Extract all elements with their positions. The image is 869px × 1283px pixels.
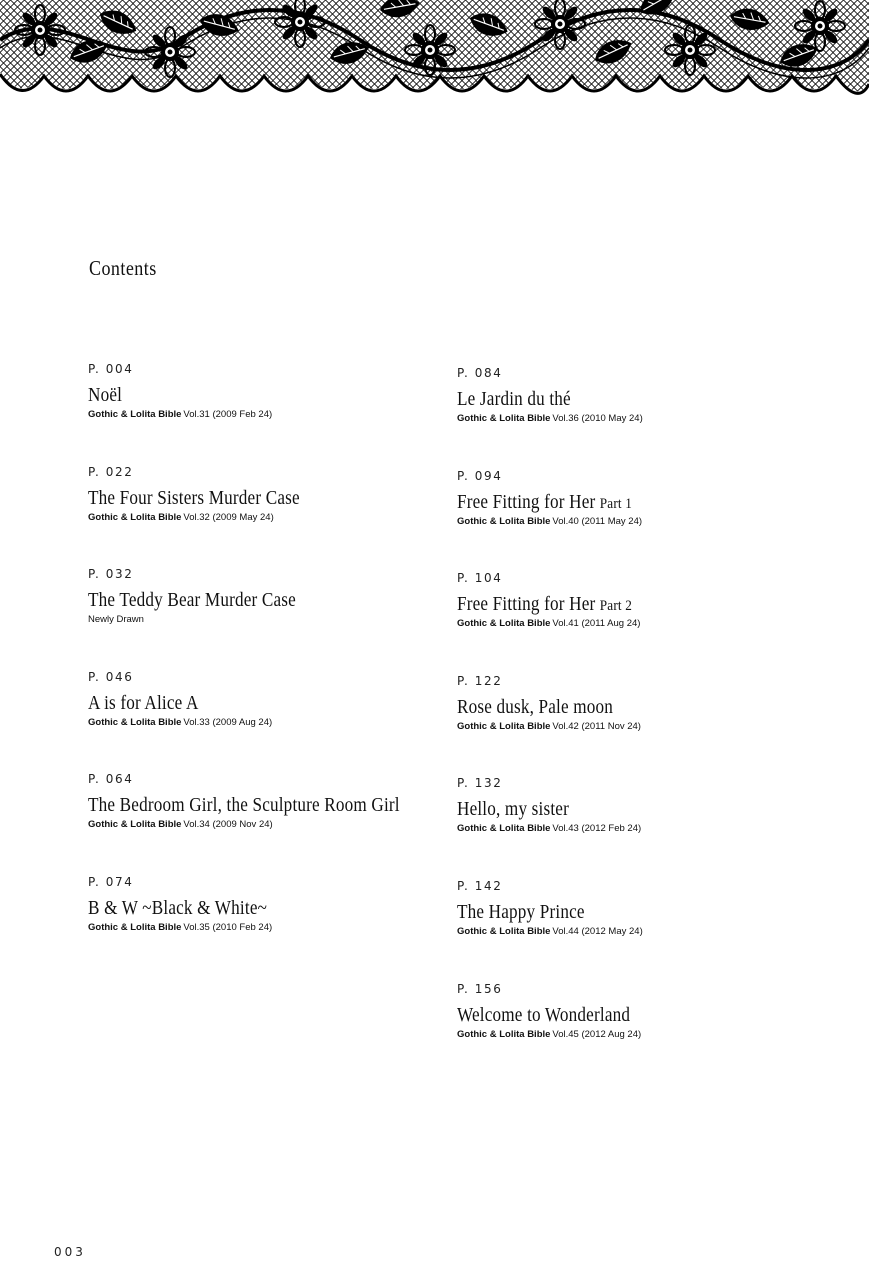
entry-title-text: Hello, my sister xyxy=(457,799,569,820)
entry-source xyxy=(88,717,468,729)
entry-issue: Vol.43 (2012 Feb 24) xyxy=(552,823,642,834)
entry-title-text: Noël xyxy=(88,385,123,406)
entry-title xyxy=(457,594,791,617)
contents-entry[interactable] xyxy=(457,366,837,425)
entry-magazine: Gothic & Lolita Bible xyxy=(88,717,182,728)
entry-source xyxy=(457,926,837,938)
contents-entry[interactable] xyxy=(457,982,837,1041)
contents-entry[interactable] xyxy=(88,465,468,524)
entry-title-text: Free Fitting for Her xyxy=(457,492,596,513)
entry-issue: Vol.42 (2011 Nov 24) xyxy=(552,721,641,732)
contents-entry[interactable] xyxy=(457,879,837,938)
entry-title xyxy=(88,898,422,921)
contents-entry[interactable] xyxy=(88,567,468,626)
entry-page-number: P. 046 xyxy=(88,670,134,684)
entry-issue: Vol.36 (2010 May 24) xyxy=(552,413,643,424)
entry-title xyxy=(88,693,422,716)
entry-source xyxy=(88,614,468,626)
entry-title-text: Rose dusk, Pale moon xyxy=(457,697,614,718)
entry-page-number: P. 104 xyxy=(457,571,503,585)
entry-page-number: P. 156 xyxy=(457,982,503,996)
entry-source xyxy=(457,413,837,425)
entry-issue: Vol.31 (2009 Feb 24) xyxy=(183,409,273,420)
entry-magazine: Gothic & Lolita Bible xyxy=(88,512,182,523)
entry-title-text: Welcome to Wonderland xyxy=(457,1005,631,1026)
entry-source xyxy=(88,409,468,421)
contents-entry[interactable] xyxy=(457,571,837,630)
entry-title-text: The Happy Prince xyxy=(457,902,585,923)
entry-page-number: P. 094 xyxy=(457,469,503,483)
entry-page-number: P. 142 xyxy=(457,879,503,893)
entry-magazine: Gothic & Lolita Bible xyxy=(457,516,551,527)
entry-title xyxy=(457,902,791,925)
entry-magazine: Gothic & Lolita Bible xyxy=(88,409,182,420)
entry-issue: Vol.44 (2012 May 24) xyxy=(552,926,643,937)
entry-magazine: Gothic & Lolita Bible xyxy=(457,413,551,424)
entry-title xyxy=(88,385,422,408)
entry-title-text: A is for Alice A xyxy=(88,693,199,714)
entry-magazine: Gothic & Lolita Bible xyxy=(457,926,551,937)
entry-source xyxy=(457,1029,837,1041)
contents-entry[interactable] xyxy=(88,362,468,421)
entry-title-text: Free Fitting for Her xyxy=(457,594,596,615)
entry-source xyxy=(88,819,468,831)
contents-entry[interactable] xyxy=(88,670,468,729)
entry-page-number: P. 074 xyxy=(88,875,134,889)
contents-entry[interactable] xyxy=(457,674,837,733)
entry-page-number: P. 132 xyxy=(457,776,503,790)
entry-issue: Newly Drawn xyxy=(88,614,144,625)
entry-title-text: The Bedroom Girl, the Sculpture Room Girl xyxy=(88,795,400,816)
entry-magazine: Gothic & Lolita Bible xyxy=(457,721,551,732)
contents-heading: Contents xyxy=(89,256,157,280)
contents-entry[interactable] xyxy=(457,776,837,835)
entry-source xyxy=(457,823,837,835)
entry-magazine: Gothic & Lolita Bible xyxy=(88,819,182,830)
entry-magazine: Gothic & Lolita Bible xyxy=(88,922,182,933)
entry-title-text: B & W ~Black & White~ xyxy=(88,898,268,919)
entry-page-number: P. 122 xyxy=(457,674,503,688)
entry-page-number: P. 064 xyxy=(88,772,134,786)
page-number: 003 xyxy=(54,1245,86,1259)
entry-page-number: P. 084 xyxy=(457,366,503,380)
entry-title xyxy=(88,795,422,818)
entry-magazine: Gothic & Lolita Bible xyxy=(457,823,551,834)
contents-entry[interactable] xyxy=(457,469,837,528)
entry-title xyxy=(457,389,791,412)
contents-entry[interactable] xyxy=(88,875,468,934)
entry-part: Part 1 xyxy=(599,496,633,512)
entry-title-text: The Teddy Bear Murder Case xyxy=(88,590,296,611)
entry-source xyxy=(88,512,468,524)
entry-title xyxy=(457,492,791,515)
entry-issue: Vol.32 (2009 May 24) xyxy=(183,512,274,523)
entry-issue: Vol.45 (2012 Aug 24) xyxy=(552,1029,642,1040)
contents-entry[interactable] xyxy=(88,772,468,831)
entry-page-number: P. 022 xyxy=(88,465,134,479)
entry-magazine: Gothic & Lolita Bible xyxy=(457,1029,551,1040)
entry-issue: Vol.33 (2009 Aug 24) xyxy=(183,717,273,728)
entry-source xyxy=(457,516,837,528)
entry-title xyxy=(457,697,791,720)
entry-title xyxy=(88,590,422,613)
entry-title-text: Le Jardin du thé xyxy=(457,389,571,410)
entry-issue: Vol.40 (2011 May 24) xyxy=(552,516,643,527)
entry-page-number: P. 004 xyxy=(88,362,134,376)
entry-issue: Vol.34 (2009 Nov 24) xyxy=(183,819,273,830)
entry-title xyxy=(457,1005,791,1028)
entry-title xyxy=(88,488,422,511)
entry-magazine: Gothic & Lolita Bible xyxy=(457,618,551,629)
entry-title xyxy=(457,799,791,822)
entry-title-text: The Four Sisters Murder Case xyxy=(88,488,300,509)
lace-border xyxy=(0,0,869,108)
entry-source xyxy=(88,922,468,934)
entry-page-number: P. 032 xyxy=(88,567,134,581)
entry-issue: Vol.41 (2011 Aug 24) xyxy=(552,618,641,629)
entry-part: Part 2 xyxy=(599,598,633,614)
entry-source xyxy=(457,618,837,630)
entry-source xyxy=(457,721,837,733)
entry-issue: Vol.35 (2010 Feb 24) xyxy=(183,922,273,933)
